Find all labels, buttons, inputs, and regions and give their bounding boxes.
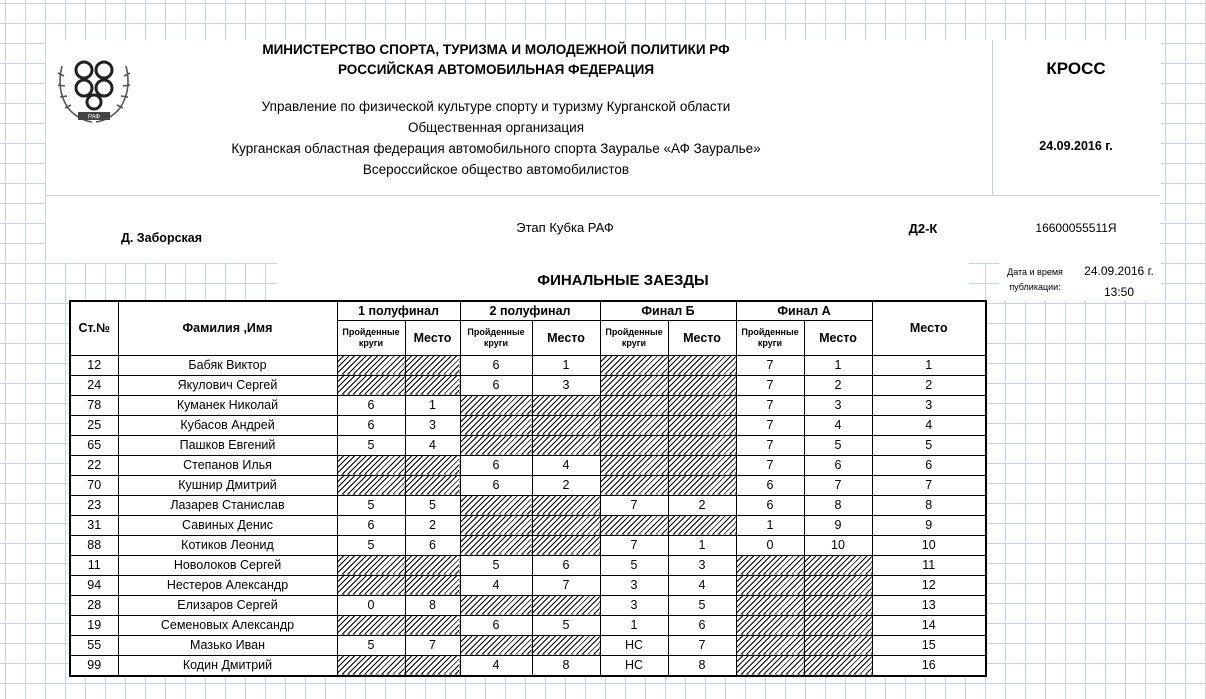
hatched-empty-cell bbox=[736, 615, 804, 635]
driver-name-cell: Савиных Денис bbox=[118, 515, 337, 535]
hatched-empty-cell bbox=[600, 395, 668, 415]
laps-cell: 5 bbox=[600, 555, 668, 575]
heat-place-cell: 3 bbox=[405, 415, 460, 435]
final-place-cell: 1 bbox=[872, 355, 986, 375]
final-place-cell: 3 bbox=[872, 395, 986, 415]
start-number-cell: 25 bbox=[70, 415, 118, 435]
hatched-empty-cell bbox=[668, 375, 736, 395]
hatched-empty-cell bbox=[460, 435, 532, 455]
heat-place-cell: 1 bbox=[804, 355, 872, 375]
hatched-empty-cell bbox=[460, 515, 532, 535]
hatched-empty-cell bbox=[736, 575, 804, 595]
laps-cell: 5 bbox=[337, 495, 405, 515]
laps-cell: 6 bbox=[460, 615, 532, 635]
heat-place-cell: 8 bbox=[804, 495, 872, 515]
hatched-empty-cell bbox=[736, 635, 804, 655]
heat-place-cell: 10 bbox=[804, 535, 872, 555]
subheader-laps-line-1: Пройденные bbox=[741, 326, 799, 337]
pub-label-1: Дата и время bbox=[1007, 267, 1063, 277]
start-number-cell: 31 bbox=[70, 515, 118, 535]
hatched-empty-cell bbox=[460, 635, 532, 655]
start-number-cell: 65 bbox=[70, 435, 118, 455]
laps-cell: 6 bbox=[337, 395, 405, 415]
laps-cell: 6 bbox=[460, 375, 532, 395]
hatched-empty-cell bbox=[532, 415, 600, 435]
start-number-cell: 88 bbox=[70, 535, 118, 555]
laps-cell: 7 bbox=[736, 435, 804, 455]
federation-title: РОССИЙСКАЯ АВТОМОБИЛЬНАЯ ФЕДЕРАЦИЯ bbox=[337, 62, 655, 77]
subheader-place: Место bbox=[405, 320, 460, 355]
table-row bbox=[70, 415, 986, 435]
hatched-empty-cell bbox=[337, 555, 405, 575]
pub-time: 13:50 bbox=[1103, 285, 1135, 299]
hatched-empty-cell bbox=[668, 515, 736, 535]
hatched-empty-cell bbox=[405, 555, 460, 575]
laps-cell: 7 bbox=[736, 375, 804, 395]
discipline: КРОСС bbox=[1046, 59, 1106, 78]
table-row bbox=[70, 535, 986, 555]
start-number-cell: 19 bbox=[70, 615, 118, 635]
hatched-empty-cell bbox=[337, 655, 405, 676]
hatched-empty-cell bbox=[337, 355, 405, 375]
laps-cell: 6 bbox=[460, 355, 532, 375]
driver-name-cell: Новолоков Сергей bbox=[118, 555, 337, 575]
driver-name-cell: Бабяк Виктор bbox=[118, 355, 337, 375]
driver-name-cell: Елизаров Сергей bbox=[118, 595, 337, 615]
org-lines bbox=[100, 96, 892, 180]
laps-cell: НС bbox=[600, 655, 668, 676]
laps-cell: 4 bbox=[460, 575, 532, 595]
driver-name-cell: Лазарев Станислав bbox=[118, 495, 337, 515]
org-line-2: Общественная организация bbox=[407, 120, 585, 135]
header-start-number: Ст.№ bbox=[70, 301, 118, 355]
driver-name-cell: Кубасов Андрей bbox=[118, 415, 337, 435]
laps-cell: 6 bbox=[460, 455, 532, 475]
driver-name-cell: Котиков Леонид bbox=[118, 535, 337, 555]
driver-name-cell: Мазько Иван bbox=[118, 635, 337, 655]
pub-date: 24.09.2016 г. bbox=[1084, 264, 1154, 278]
final-place-cell: 15 bbox=[872, 635, 986, 655]
subheader-laps-line-1: Пройденные bbox=[605, 326, 663, 337]
results-table bbox=[69, 300, 987, 677]
hatched-empty-cell bbox=[600, 355, 668, 375]
laps-cell: 7 bbox=[736, 395, 804, 415]
event-date: 24.09.2016 г. bbox=[1039, 139, 1113, 153]
judge-name: Д. Заборская bbox=[120, 231, 203, 245]
subheader-laps bbox=[337, 320, 405, 355]
start-number-cell: 55 bbox=[70, 635, 118, 655]
laps-cell: 3 bbox=[600, 595, 668, 615]
hatched-empty-cell bbox=[337, 575, 405, 595]
hatched-empty-cell bbox=[736, 595, 804, 615]
heat-place-cell: 5 bbox=[532, 615, 600, 635]
final-place-cell: 10 bbox=[872, 535, 986, 555]
start-number-cell: 99 bbox=[70, 655, 118, 676]
heat-place-cell: 8 bbox=[532, 655, 600, 676]
table-row bbox=[70, 355, 986, 375]
subheader-laps-line-1: Пройденные bbox=[342, 326, 400, 337]
driver-name-cell: Нестеров Александр bbox=[118, 575, 337, 595]
start-number-cell: 28 bbox=[70, 595, 118, 615]
hatched-empty-cell bbox=[668, 355, 736, 375]
laps-cell: 1 bbox=[600, 615, 668, 635]
final-place-cell: 5 bbox=[872, 435, 986, 455]
subheader-laps-line-2: круги bbox=[757, 337, 783, 348]
hatched-empty-cell bbox=[337, 455, 405, 475]
driver-name-cell: Якулович Сергей bbox=[118, 375, 337, 395]
header-semifinal-2: 2 полуфинал bbox=[460, 301, 600, 320]
stage-name: Этап Кубка РАФ bbox=[516, 220, 614, 235]
pub-label-2: публикации: bbox=[1009, 282, 1061, 292]
subheader-laps-line-2: круги bbox=[621, 337, 647, 348]
hatched-empty-cell bbox=[600, 515, 668, 535]
class-code: Д2-К bbox=[908, 221, 938, 236]
driver-name-cell: Кодин Дмитрий bbox=[118, 655, 337, 676]
start-number-cell: 94 bbox=[70, 575, 118, 595]
start-number-cell: 70 bbox=[70, 475, 118, 495]
hatched-empty-cell bbox=[804, 655, 872, 676]
subheader-laps-line-1: Пройденные bbox=[467, 326, 525, 337]
heat-place-cell: 8 bbox=[668, 655, 736, 676]
hatched-empty-cell bbox=[405, 655, 460, 676]
hatched-empty-cell bbox=[405, 455, 460, 475]
laps-cell: 6 bbox=[337, 515, 405, 535]
laps-cell: 0 bbox=[736, 535, 804, 555]
final-place-cell: 9 bbox=[872, 515, 986, 535]
header-semifinal-1: 1 полуфинал bbox=[337, 301, 460, 320]
hatched-empty-cell bbox=[532, 595, 600, 615]
heat-place-cell: 1 bbox=[405, 395, 460, 415]
subheader-laps bbox=[460, 320, 532, 355]
laps-cell: 4 bbox=[460, 655, 532, 676]
hatched-empty-cell bbox=[600, 475, 668, 495]
table-row bbox=[70, 395, 986, 415]
subheader-place: Место bbox=[804, 320, 872, 355]
subheader-laps-line-2: круги bbox=[483, 337, 509, 348]
laps-cell: 5 bbox=[337, 635, 405, 655]
laps-cell: 6 bbox=[736, 495, 804, 515]
heat-place-cell: 8 bbox=[405, 595, 460, 615]
hatched-empty-cell bbox=[532, 495, 600, 515]
hatched-empty-cell bbox=[405, 475, 460, 495]
subheader-laps bbox=[736, 320, 804, 355]
table-row bbox=[70, 495, 986, 515]
driver-name-cell: Куманек Николай bbox=[118, 395, 337, 415]
header-name: Фамилия ,Имя bbox=[118, 301, 337, 355]
final-place-cell: 2 bbox=[872, 375, 986, 395]
laps-cell: 6 bbox=[337, 415, 405, 435]
table-row bbox=[70, 655, 986, 676]
header-final-b: Финал Б bbox=[600, 301, 736, 320]
heat-place-cell: 1 bbox=[668, 535, 736, 555]
hatched-empty-cell bbox=[804, 595, 872, 615]
hatched-empty-cell bbox=[736, 655, 804, 676]
org-line-3: Курганская областная федерация автомобильного спорта Зауралье «АФ Зауралье» bbox=[231, 141, 761, 156]
header-final-place: Место bbox=[872, 301, 986, 355]
hatched-empty-cell bbox=[337, 375, 405, 395]
hatched-empty-cell bbox=[337, 615, 405, 635]
heat-place-cell: 2 bbox=[405, 515, 460, 535]
final-place-cell: 8 bbox=[872, 495, 986, 515]
table-row bbox=[70, 615, 986, 635]
hatched-empty-cell bbox=[600, 435, 668, 455]
hatched-empty-cell bbox=[668, 475, 736, 495]
heat-place-cell: 9 bbox=[804, 515, 872, 535]
laps-cell: НС bbox=[600, 635, 668, 655]
driver-name-cell: Кушнир Дмитрий bbox=[118, 475, 337, 495]
hatched-empty-cell bbox=[337, 475, 405, 495]
driver-name-cell: Пашков Евгений bbox=[118, 435, 337, 455]
laps-cell: 7 bbox=[736, 355, 804, 375]
laps-cell: 7 bbox=[736, 455, 804, 475]
start-number-cell: 12 bbox=[70, 355, 118, 375]
hatched-empty-cell bbox=[460, 495, 532, 515]
final-place-cell: 11 bbox=[872, 555, 986, 575]
table-row bbox=[70, 515, 986, 535]
heat-place-cell: 2 bbox=[668, 495, 736, 515]
start-number-cell: 24 bbox=[70, 375, 118, 395]
heat-place-cell: 4 bbox=[668, 575, 736, 595]
driver-name-cell: Степанов Илья bbox=[118, 455, 337, 475]
laps-cell: 7 bbox=[736, 415, 804, 435]
table-row bbox=[70, 455, 986, 475]
hatched-empty-cell bbox=[532, 435, 600, 455]
start-number-cell: 78 bbox=[70, 395, 118, 415]
org-line-4: Всероссийское общество автомобилистов bbox=[362, 162, 630, 177]
org-line-1: Управление по физической культуре спорту и туризму Курганской области bbox=[261, 99, 731, 114]
subheader-laps-line-2: круги bbox=[358, 337, 384, 348]
laps-cell: 7 bbox=[600, 535, 668, 555]
hatched-empty-cell bbox=[405, 375, 460, 395]
laps-cell: 5 bbox=[337, 535, 405, 555]
hatched-empty-cell bbox=[668, 455, 736, 475]
subheader-place: Место bbox=[532, 320, 600, 355]
hatched-empty-cell bbox=[460, 395, 532, 415]
subheader-place: Место bbox=[668, 320, 736, 355]
heat-place-cell: 4 bbox=[532, 455, 600, 475]
table-row bbox=[70, 375, 986, 395]
heat-place-cell: 5 bbox=[804, 435, 872, 455]
heat-place-cell: 7 bbox=[532, 575, 600, 595]
start-number-cell: 22 bbox=[70, 455, 118, 475]
heat-place-cell: 2 bbox=[804, 375, 872, 395]
heat-place-cell: 3 bbox=[668, 555, 736, 575]
hatched-empty-cell bbox=[405, 615, 460, 635]
final-place-cell: 6 bbox=[872, 455, 986, 475]
heat-place-cell: 2 bbox=[532, 475, 600, 495]
final-place-cell: 14 bbox=[872, 615, 986, 635]
table-row bbox=[70, 435, 986, 455]
final-place-cell: 13 bbox=[872, 595, 986, 615]
laps-cell: 5 bbox=[460, 555, 532, 575]
driver-name-cell: Семеновых Александр bbox=[118, 615, 337, 635]
laps-cell: 0 bbox=[337, 595, 405, 615]
hatched-empty-cell bbox=[460, 415, 532, 435]
subheader-laps bbox=[600, 320, 668, 355]
hatched-empty-cell bbox=[804, 635, 872, 655]
laps-cell: 6 bbox=[460, 475, 532, 495]
start-number-cell: 11 bbox=[70, 555, 118, 575]
hatched-empty-cell bbox=[668, 415, 736, 435]
hatched-empty-cell bbox=[532, 395, 600, 415]
hatched-empty-cell bbox=[668, 435, 736, 455]
hatched-empty-cell bbox=[532, 515, 600, 535]
heat-place-cell: 6 bbox=[668, 615, 736, 635]
hatched-empty-cell bbox=[804, 615, 872, 635]
heat-place-cell: 6 bbox=[405, 535, 460, 555]
heat-place-cell: 4 bbox=[405, 435, 460, 455]
laps-cell: 7 bbox=[600, 495, 668, 515]
hatched-empty-cell bbox=[460, 535, 532, 555]
hatched-empty-cell bbox=[668, 395, 736, 415]
heat-place-cell: 4 bbox=[804, 415, 872, 435]
final-place-cell: 16 bbox=[872, 655, 986, 676]
table-row bbox=[70, 595, 986, 615]
heat-place-cell: 7 bbox=[405, 635, 460, 655]
final-place-cell: 4 bbox=[872, 415, 986, 435]
laps-cell: 6 bbox=[736, 475, 804, 495]
laps-cell: 1 bbox=[736, 515, 804, 535]
laps-cell: 5 bbox=[337, 435, 405, 455]
heat-place-cell: 7 bbox=[668, 635, 736, 655]
heat-place-cell: 6 bbox=[804, 455, 872, 475]
heat-place-cell: 1 bbox=[532, 355, 600, 375]
table-row bbox=[70, 475, 986, 495]
hatched-empty-cell bbox=[460, 595, 532, 615]
start-number-cell: 23 bbox=[70, 495, 118, 515]
heat-place-cell: 3 bbox=[804, 395, 872, 415]
heat-place-cell: 5 bbox=[405, 495, 460, 515]
hatched-empty-cell bbox=[600, 455, 668, 475]
section-title: ФИНАЛЬНЫЕ ЗАЕЗДЫ bbox=[537, 272, 709, 289]
hatched-empty-cell bbox=[600, 375, 668, 395]
hatched-empty-cell bbox=[736, 555, 804, 575]
ministry-title: МИНИСТЕРСТВО СПОРТА, ТУРИЗМА И МОЛОДЕЖНОЙ ПОЛИТИКИ РФ bbox=[262, 42, 730, 57]
table-row bbox=[70, 555, 986, 575]
license-code: 16600055511Я bbox=[1035, 221, 1117, 235]
publication-info bbox=[999, 263, 1161, 301]
heat-place-cell: 6 bbox=[532, 555, 600, 575]
heat-place-cell: 3 bbox=[532, 375, 600, 395]
hatched-empty-cell bbox=[532, 535, 600, 555]
table-row bbox=[70, 575, 986, 595]
header-final-a: Финал А bbox=[736, 301, 872, 320]
logo-text: РАФ bbox=[88, 114, 100, 121]
table-row bbox=[70, 635, 986, 655]
laps-cell: 3 bbox=[600, 575, 668, 595]
hatched-empty-cell bbox=[804, 575, 872, 595]
hatched-empty-cell bbox=[405, 575, 460, 595]
final-place-cell: 12 bbox=[872, 575, 986, 595]
heat-place-cell: 5 bbox=[668, 595, 736, 615]
hatched-empty-cell bbox=[532, 635, 600, 655]
heat-place-cell: 7 bbox=[804, 475, 872, 495]
hatched-empty-cell bbox=[405, 355, 460, 375]
hatched-empty-cell bbox=[600, 415, 668, 435]
final-place-cell: 7 bbox=[872, 475, 986, 495]
hatched-empty-cell bbox=[804, 555, 872, 575]
